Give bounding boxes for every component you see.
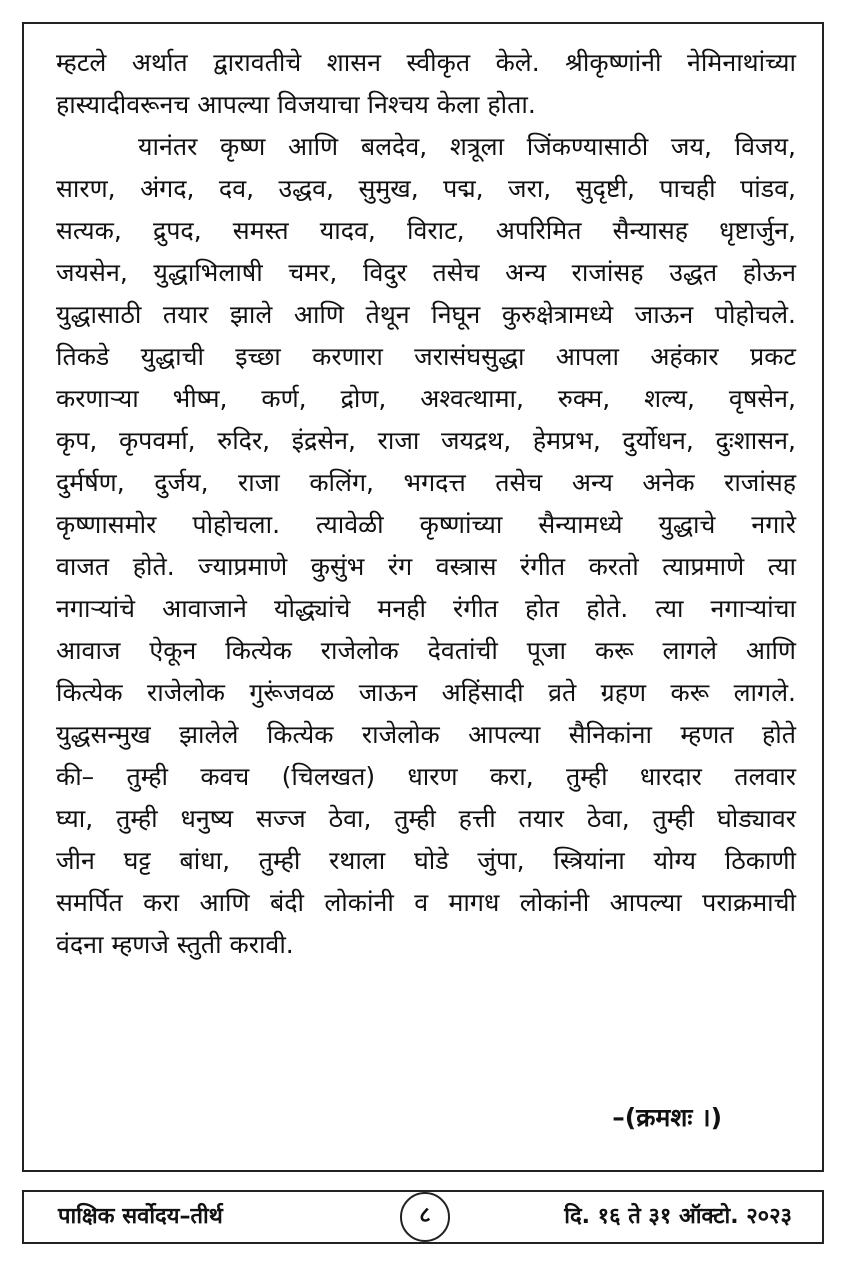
page-footer xyxy=(22,1190,824,1244)
continued-note: –(क्रमशः ।) xyxy=(612,1103,722,1132)
body-line: जयसेन, युद्धाभिलाषी चमर, विदुर तसेच अन्य राजांसह उद्धत होऊन xyxy=(56,258,796,287)
body-line: समर्पित करा आणि बंदी लोकांनी व मागध लोकांनी आपल्या पराक्रमाची xyxy=(56,888,796,917)
body-line: सत्यक, द्रुपद, समस्त यादव, विराट, अपरिमित सैन्यासह धृष्टार्जुन, xyxy=(56,216,796,245)
body-line: सारण, अंगद, दव, उद्धव, सुमुख, पद्म, जरा, सुदृष्टी, पाचही पांडव, xyxy=(56,174,796,203)
body-line: युद्धासाठी तयार झाले आणि तेथून निघून कुरुक्षेत्रामध्ये जाऊन पोहोचले. xyxy=(56,300,796,329)
body-line: यानंतर कृष्ण आणि बलदेव, शत्रूला जिंकण्यासाठी जय, विजय, xyxy=(138,132,796,161)
body-line: तिकडे युद्धाची इच्छा करणारा जरासंघसुद्धा आपला अहंकार प्रकट xyxy=(56,342,796,371)
body-line: कित्येक राजेलोक गुरूंजवळ जाऊन अहिंसादी व्रते ग्रहण करू लागले. xyxy=(56,678,796,707)
body-line: दुर्मर्षण, दुर्जय, राजा कलिंग, भगदत्त तसेच अन्य अनेक राजांसह xyxy=(56,468,796,497)
body-line: कृष्णासमोर पोहोचला. त्यावेळी कृष्णांच्या सैन्यामध्ये युद्धाचे नगारे xyxy=(56,510,796,539)
body-line: वाजत होते. ज्याप्रमाणे कुसुंभ रंग वस्त्रास रंगीत करतो त्याप्रमाणे त्या xyxy=(56,552,796,581)
body-line: करणाऱ्या भीष्म, कर्ण, द्रोण, अश्वत्थामा, रुक्म, शल्य, वृषसेन, xyxy=(56,384,796,413)
page-number: ८ xyxy=(400,1192,450,1242)
publication-name: पाक्षिक सर्वोदय–तीर्थ xyxy=(58,1204,223,1229)
body-line: आवाज ऐकून कित्येक राजेलोक देवतांची पूजा करू लागले आणि xyxy=(56,636,796,665)
body-line: घ्या, तुम्ही धनुष्य सज्ज ठेवा, तुम्ही हत्ती तयार ठेवा, तुम्ही घोड्यावर xyxy=(56,804,796,833)
body-line: जीन घट्ट बांधा, तुम्ही रथाला घोडे जुंपा, स्त्रियांना योग्य ठिकाणी xyxy=(56,846,796,875)
article-body xyxy=(56,42,796,966)
body-line: कृप, कृपवर्मा, रुदिर, इंद्रसेन, राजा जयद्रथ, हेमप्रभ, दुर्योधन, दुःशासन, xyxy=(56,426,796,455)
body-line: की– तुम्ही कवच (चिलखत) धारण करा, तुम्ही धारदार तलवार xyxy=(56,762,796,791)
body-line: नगाऱ्यांचे आवाजाने योद्ध्यांचे मनही रंगीत होत होते. त्या नगाऱ्यांचा xyxy=(56,594,796,623)
body-line: म्हटले अर्थात द्वारावतीचे शासन स्वीकृत केले. श्रीकृष्णांनी नेमिनाथांच्या xyxy=(56,48,796,77)
content-frame xyxy=(22,22,824,1172)
issue-date: दि. १६ ते ३१ ऑक्टो. २०२३ xyxy=(564,1204,792,1229)
body-line: हास्यादीवरूनच आपल्या विजयाचा निश्चय केला होता. xyxy=(56,90,536,119)
body-line: युद्धसन्मुख झालेले कित्येक राजेलोक आपल्या सैनिकांना म्हणत होते xyxy=(56,720,796,749)
body-line: वंदना म्हणजे स्तुती करावी. xyxy=(56,930,294,959)
